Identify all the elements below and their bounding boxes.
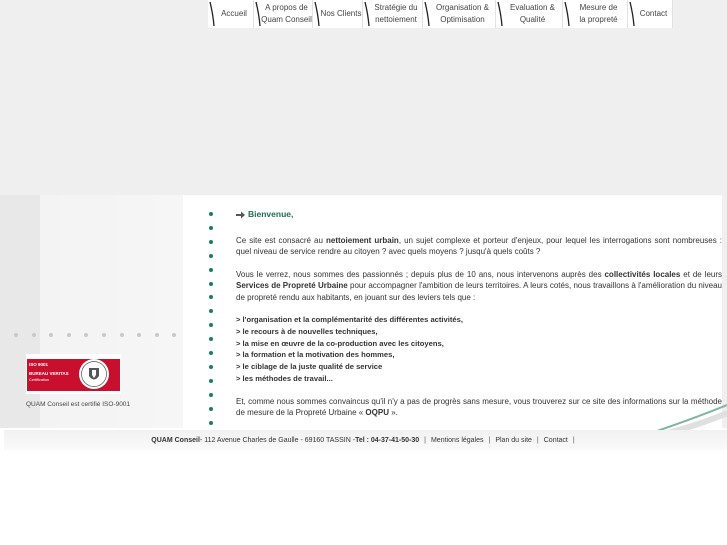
- dot: [32, 333, 36, 337]
- nav-label-line: nettoiement: [375, 15, 417, 24]
- dot: [209, 365, 213, 369]
- lever-item: > l'organisation et la complémentarité des différentes activités,: [236, 315, 463, 324]
- nav-label-line: Contact: [639, 8, 668, 18]
- cert-logo-line-3: Certification: [29, 378, 50, 382]
- mission-text-3: pour accompagner l'ambition de leurs territoires. A leurs cotés, nous travaillons à l'amélioration du niveau de propreté rendu aux habitants, en jouant sur des leviers tels que :: [236, 281, 722, 302]
- dot: [67, 333, 71, 337]
- nav-label-line: Stratégie du: [374, 2, 418, 12]
- lever-item: > la mise en œuvre de la co-production avec les citoyens,: [236, 338, 444, 348]
- nav-item-accueil[interactable]: [208, 0, 254, 28]
- measure-text-2: ».: [388, 408, 398, 418]
- nav-divider-icon: [497, 2, 503, 26]
- nav-item-label: [634, 8, 668, 21]
- nav-item-evaluation[interactable]: [496, 0, 563, 28]
- footer-link-legal[interactable]: Mentions légales: [430, 436, 484, 444]
- lever-item: > le recours à de nouvelles techniques,: [236, 326, 378, 336]
- nav-item-contact[interactable]: [628, 0, 673, 28]
- nav-item-strategie[interactable]: [363, 0, 423, 28]
- nav-label-line: Qualité: [519, 15, 546, 24]
- intro-paragraph: [236, 235, 722, 258]
- dot: [209, 379, 213, 383]
- main-nav: [208, 0, 712, 28]
- footer-company: QUAM Conseil: [151, 436, 200, 444]
- footer-address: - 112 Avenue Charles de Gaulle - 69160 TASSIN -: [199, 436, 356, 444]
- nav-item-label: [504, 2, 555, 27]
- mission-text-1: Vous le verrez, nous sommes des passionnés ; depuis plus de 10 ans, nous intervenons auprès des: [236, 269, 605, 279]
- nav-divider-icon: [629, 2, 635, 26]
- nav-label-line: A propos de: [265, 2, 308, 12]
- nav-divider-icon: [564, 2, 570, 26]
- nav-divider-icon: [255, 2, 261, 26]
- nav-item-nos-clients[interactable]: [313, 0, 363, 28]
- swoosh-decoration: [640, 395, 727, 435]
- mission-bold-1: collectivités locales: [604, 269, 681, 279]
- cert-logo-line-1: ISO 9001: [29, 362, 49, 367]
- welcome-content: [236, 209, 722, 419]
- dot: [209, 254, 213, 258]
- nav-item-label: [315, 8, 362, 21]
- mission-paragraph: [236, 269, 722, 304]
- lever-item: > les méthodes de travail...: [236, 373, 333, 383]
- lever-item: > la formation et la motivation des hommes,: [236, 350, 395, 360]
- measure-bold-1: OQPU: [365, 408, 389, 418]
- arrow-right-icon: [236, 211, 245, 219]
- nav-item-label: [368, 2, 417, 27]
- welcome-text: Bienvenue,: [248, 209, 294, 219]
- nav-label-line: Nos Clients: [320, 8, 362, 18]
- dot: [209, 393, 213, 397]
- cert-logo-line-2: BUREAU VERITAS: [29, 371, 69, 376]
- nav-item-a-propos[interactable]: [254, 0, 313, 28]
- nav-label-line: Evaluation &: [510, 2, 555, 12]
- dot: [209, 212, 213, 216]
- nav-label-line: la propreté: [579, 15, 618, 24]
- levers-list: [236, 314, 722, 385]
- nav-divider-icon: [364, 2, 370, 26]
- nav-item-label: [215, 8, 247, 21]
- bureau-veritas-logo: [26, 354, 121, 394]
- dot: [209, 407, 213, 411]
- nav-label-line: Organisation &: [436, 2, 489, 12]
- nav-label-line: Mesure de: [579, 2, 618, 12]
- intro-text-2: , un sujet complexe et porteur d'enjeux, pour lequel les interrogations sont nombreuses : quel niveau de service rendre au citoyen ? avec quels moyens ? jusqu'à quels coûts ?: [236, 235, 723, 256]
- intro-text-1: Ce site est consacré au: [236, 235, 326, 245]
- footer-separator: |: [536, 436, 539, 444]
- dot: [209, 351, 213, 355]
- nav-label-line: Accueil: [221, 8, 247, 18]
- dot: [209, 282, 213, 286]
- footer-separator: |: [488, 436, 491, 444]
- nav-label-line: Optimisation: [440, 15, 485, 24]
- nav-divider-icon: [314, 2, 320, 26]
- dot: [102, 333, 106, 337]
- footer-phone: Tel : 04-37-41-50-30: [355, 436, 420, 444]
- nav-divider-icon: [424, 2, 430, 26]
- nav-item-organisation[interactable]: [423, 0, 496, 28]
- footer-separator: |: [572, 436, 575, 444]
- nav-item-label: [255, 2, 312, 27]
- dot: [209, 240, 213, 244]
- mission-bold-2: Services de Propreté Urbaine: [236, 281, 348, 290]
- measure-text-1: Et, comme nous sommes convaincus qu'il n'y a pas de progrès sans mesure, vous trouverez sur ce site des informations sur la méthode de mesure de la Propreté Urbaine «: [236, 396, 722, 418]
- cert-caption: QUAM Conseil est certifié ISO-9001: [26, 401, 131, 408]
- dot: [120, 333, 124, 337]
- nav-divider-icon: [209, 2, 215, 26]
- welcome-heading: [236, 209, 722, 221]
- dot: [209, 421, 213, 425]
- footer-link-sitemap[interactable]: Plan du site: [495, 436, 532, 444]
- nav-item-mesure[interactable]: [563, 0, 628, 28]
- footer-separator: |: [424, 436, 426, 444]
- dot: [14, 333, 18, 337]
- dot: [209, 268, 213, 272]
- intro-bold-1: nettoiement urbain: [325, 235, 399, 245]
- mission-text-2: et de leurs: [680, 269, 723, 279]
- lever-item: > le ciblage de la juste qualité de service: [236, 362, 383, 372]
- nav-label-line: Quam Conseil: [261, 15, 312, 24]
- footer: [4, 430, 727, 450]
- footer-link-contact[interactable]: Contact: [543, 436, 568, 444]
- dot: [209, 226, 213, 230]
- nav-item-label: [573, 2, 617, 27]
- nav-item-label: [430, 2, 489, 27]
- dot: [155, 333, 159, 337]
